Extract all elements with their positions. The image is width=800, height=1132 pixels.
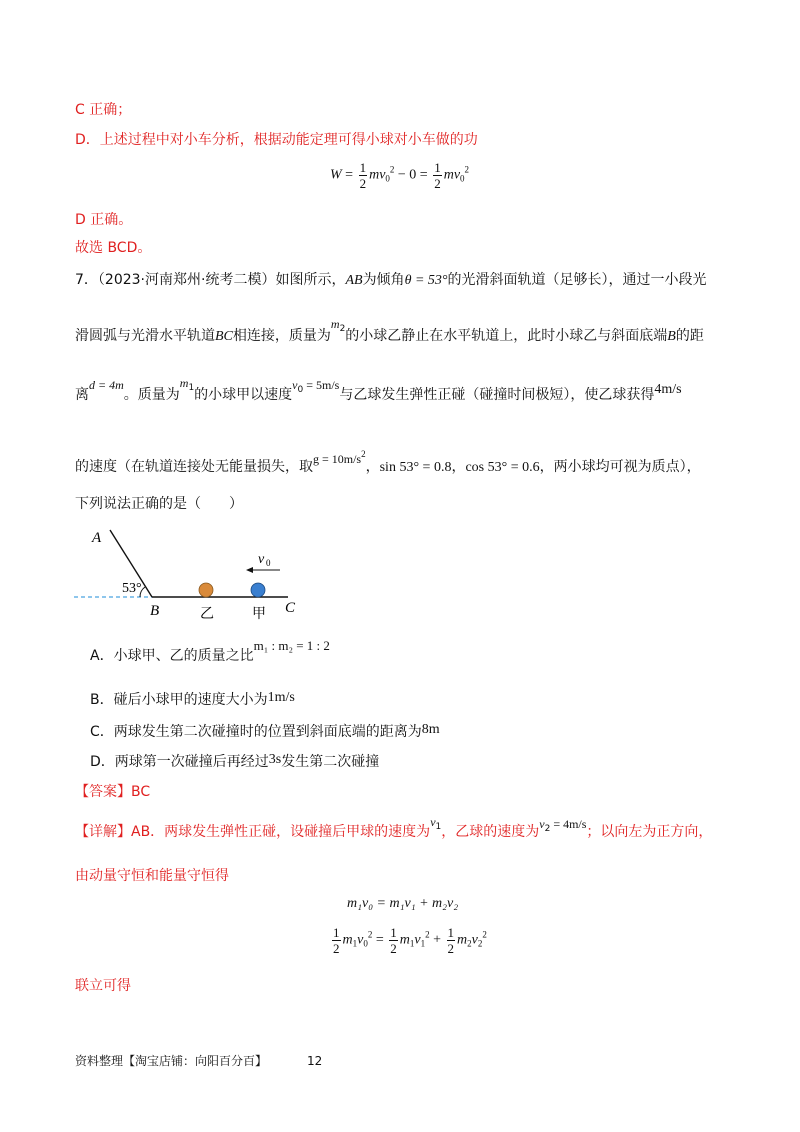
- physics-figure: [70, 520, 310, 625]
- option-b: B．碰后小球甲的速度大小为1m/s: [90, 690, 295, 708]
- footer-text: 资料整理【淘宝店铺：向阳百分百】: [75, 1054, 268, 1068]
- line-c-correct: C 正确；: [75, 102, 132, 118]
- option-c: C．两球发生第二次碰撞时的位置到斜面底端的距离为8m: [90, 722, 440, 740]
- footer: [75, 1052, 322, 1069]
- label-yi: 乙: [200, 606, 214, 622]
- q7-line-3: 离d = 4m。质量为$m_1$的小球甲以速度$v_0 = 5m/s$与乙球发生弹性正碰（碰撞时间极短），使乙球获得4m/s: [75, 376, 682, 403]
- q7-line-2: 滑圆弧与光滑水平轨道BC相连接，质量为$m_2$的小球乙静止在水平轨道上，此时小球乙与斜面底端B的距: [75, 317, 704, 344]
- choose-answer: 故选 BCD。: [75, 240, 152, 256]
- ball-jia: [251, 583, 265, 597]
- q7-line-4: 的速度（在轨道连接处无能量损失，取$g = 10m/s^2$，sin 53° = 0.8，cos 53° = 0.6，两小球均可视为质点），: [75, 449, 701, 475]
- option-d: D．两球第一次碰撞后再经过3s发生第二次碰撞: [90, 752, 380, 770]
- formula-work: W = $\frac{1}{2}$ $mv_0^2 - 0$ = $\frac{1}{2}$ $mv_0^2$: [330, 160, 470, 191]
- ball-yi: [199, 583, 213, 597]
- detail-line-1: 【详解】AB．两球发生弹性正碰，设碰撞后甲球的速度为$v_1$，乙球的速度为$v_2 = 4m/s$；以向左为正方向，: [75, 815, 713, 840]
- q7-line-5: 下列说法正确的是（ ）: [75, 496, 243, 512]
- label-a: A: [92, 530, 102, 546]
- theta-value: θ = 53°: [404, 273, 448, 288]
- option-d-analysis: D．上述过程中对小车分析，根据动能定理可得小球对小车做的功: [75, 132, 478, 148]
- label-v0: v: [258, 552, 265, 567]
- label-v0-sub: 0: [266, 558, 271, 568]
- label-c: C: [285, 600, 296, 616]
- arrow-head: [246, 567, 253, 573]
- answer: 【答案】BC: [75, 784, 151, 800]
- label-b: B: [150, 603, 160, 619]
- page-number: 12: [307, 1054, 323, 1068]
- lianli: 联立可得: [75, 978, 131, 994]
- line-d-correct: D 正确。: [75, 212, 133, 228]
- equation-energy: $\frac{1}{2}$ $m_1v_0^2$ = $\frac{1}{2}$ $m_1v_1^2$ + $\frac{1}{2}$ $m_2v_2^2$: [333, 925, 487, 956]
- option-a: A．小球甲、乙的质量之比m₁ : m₂ = 1 : 2: [90, 638, 330, 664]
- label-angle: 53°: [122, 581, 142, 596]
- label-jia: 甲: [252, 606, 266, 622]
- equation-momentum: m₁v₀ = m₁v₁ + m₂v₂: [347, 896, 459, 911]
- detail-line-2: 由动量守恒和能量守恒得: [75, 868, 229, 884]
- q7-line-1: 7．（2023·河南郑州·统考二模）如图所示，AB为倾角θ = 53°的光滑斜面轨道（足够长），通过一小段光: [75, 272, 707, 288]
